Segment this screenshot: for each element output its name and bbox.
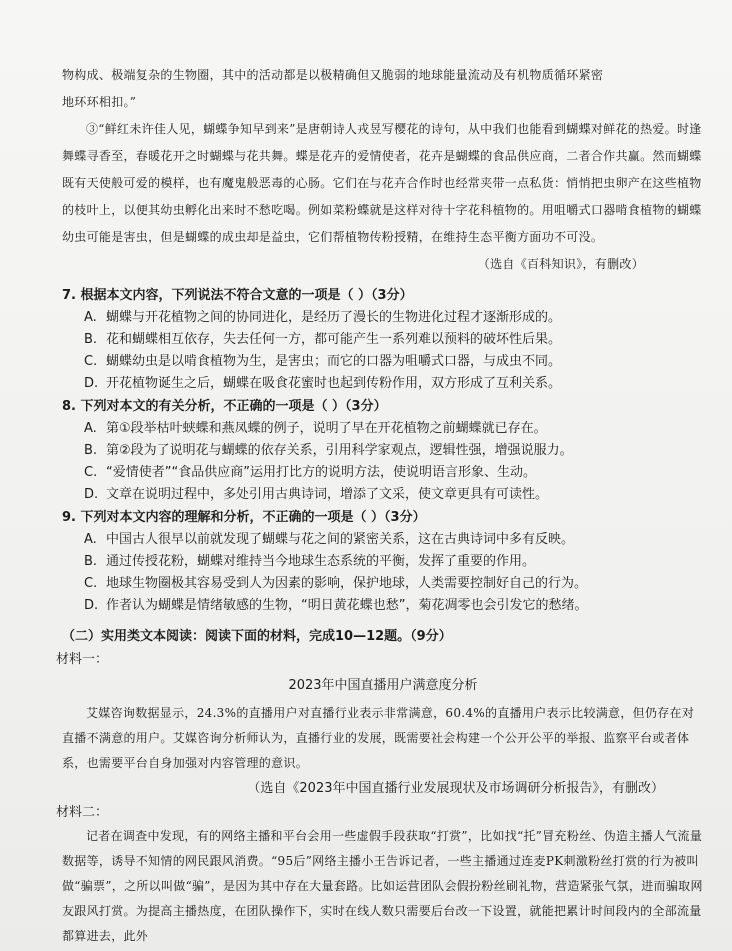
option-c: C. “爱情使者”“食品供应商”运用打比方的说明方法，使说明语言形象、生动。 bbox=[84, 465, 536, 480]
option-d: D. 开花植物诞生之后，蝴蝶在吸食花蜜时也起到传粉作用，双方形成了互利关系。 bbox=[84, 376, 562, 391]
section-heading: （二）实用类文本阅读：阅读下面的材料，完成10—12题。（9分） bbox=[62, 629, 452, 644]
question-stem: 7. 根据本文内容，下列说法不符合文意的一项是（ ）（3分） bbox=[62, 288, 413, 303]
material-1-title: 2023年中国直播用户满意度分析 bbox=[288, 678, 478, 693]
option-d: D. 作者认为蝴蝶是情绪敏感的生物，“明日黄花蝶也愁”，菊花凋零也会引发它的愁绪。 bbox=[84, 598, 588, 613]
option-a: A. 中国古人很早以前就发现了蝴蝶与花之间的紧密关系，这在古典诗词中多有反映。 bbox=[84, 532, 575, 547]
option-d: D. 文章在说明过程中，多处引用古典诗词，增添了文采，使文章更具有可读性。 bbox=[84, 487, 549, 502]
option-c: C. 蝴蝶幼虫是以啃食植物为生，是害虫；而它的口器为咀嚼式口器，与成虫不同。 bbox=[84, 354, 562, 369]
question-stem: 8. 下列对本文的有关分析，不正确的一项是（ ）（3分） bbox=[62, 399, 387, 414]
passage-paragraph-3: ③“鲜红未许佳人见，蝴蝶争知早到来”是唐朝诗人戎昱写樱花的诗句，从中我们也能看到蝴蝶对鲜花的热爱。时逢舞蝶寻香至，春暖花开之时蝴蝶与花共舞。蝶是花卉的爱情使者，花卉是蝴蝶的食品供应商，二者合作共赢。然而蝴蝶既有天使般可爱的模样，也有魔鬼般恶毒的心肠。它们在与花卉合作时也经常夹带一点私货：悄悄把虫卵产在这些植物的枝叶上，以便其幼虫孵化出来时不愁吃喝。例如菜粉蝶就是这样对待十字花科植物的。用咀嚼式口器啃食植物的蝴蝶幼虫可能是害虫，但是蝴蝶的成虫却是益虫，它们帮植物传粉授精，在维持生态平衡方面功不可没。 bbox=[62, 122, 702, 244]
question-8 bbox=[62, 395, 704, 506]
passage-continued-line: 物构成、极端复杂的生物圈，其中的活动都是以极精确但又脆弱的地球能量流动及有机物质循环紧密 bbox=[62, 68, 604, 82]
question-stem: 9. 下列对本文内容的理解和分析，不正确的一项是（ ）（3分） bbox=[62, 510, 426, 525]
question-7 bbox=[62, 284, 704, 395]
option-b: B. 第②段为了说明花与蝴蝶的依存关系，引用科学家观点，逻辑性强，增强说服力。 bbox=[84, 443, 573, 458]
question-9 bbox=[62, 506, 704, 617]
material-1-label: 材料一： bbox=[56, 652, 109, 667]
option-c: C. 地球生物圈极其容易受到人为因素的影响，保护地球，人类需要控制好自己的行为。 bbox=[84, 576, 588, 591]
option-b: B. 花和蝴蝶相互依存，失去任何一方，都可能产生一系列难以预料的破坏性后果。 bbox=[84, 332, 562, 347]
material-2-label: 材料二： bbox=[56, 805, 109, 820]
material-2-text: 记者在调查中发现，有的网络主播和平台会用一些虚假手段获取“打赏”，比如找“托”冒充粉丝、伪造主播人气流量数据等，诱导不知情的网民跟风消费。“95后”网络主播小王告诉记者，一些主播通过连麦PK刺激粉丝打赏的行为被叫做“骗票”，之所以叫做“骗”，是因为其中存在大量套路。比如运营团队会假扮粉丝刷礼物，营造紧张气氛，进而骗取网友跟风打赏。为提高主播热度，在团队操作下，实时在线人数只需要后台改一下设置，就能把累计时间段内的全部流量都算进去，此外 bbox=[62, 829, 703, 943]
material-1-text: 艾媒咨询数据显示，24.3%的直播用户对直播行业表示非常满意，60.4%的直播用户表示比较满意，但仍存在对直播不满意的用户。艾媒咨询分析师认为，直播行业的发展，既需要社会构建一个公开公平的举报、监察平台或者体系，也需要平台自身加强对内容管理的意识。 bbox=[62, 706, 695, 770]
passage-continued-line: 地环环相扣。” bbox=[62, 95, 137, 109]
material-1-source: （选自《2023年中国直播行业发展现状及市场调研分析报告》，有删改） bbox=[247, 781, 664, 796]
option-a: A. 第①段举枯叶蛱蝶和燕凤蝶的例子，说明了早在开花植物之前蝴蝶就已存在。 bbox=[84, 421, 547, 436]
passage-source: （选自《百科知识》，有删改） bbox=[477, 257, 644, 271]
option-a: A. 蝴蝶与开花植物之间的协同进化，是经历了漫长的生物进化过程才逐渐形成的。 bbox=[84, 310, 562, 325]
option-b: B. 通过传授花粉，蝴蝶对维持当今地球生态系统的平衡，发挥了重要的作用。 bbox=[84, 554, 536, 569]
